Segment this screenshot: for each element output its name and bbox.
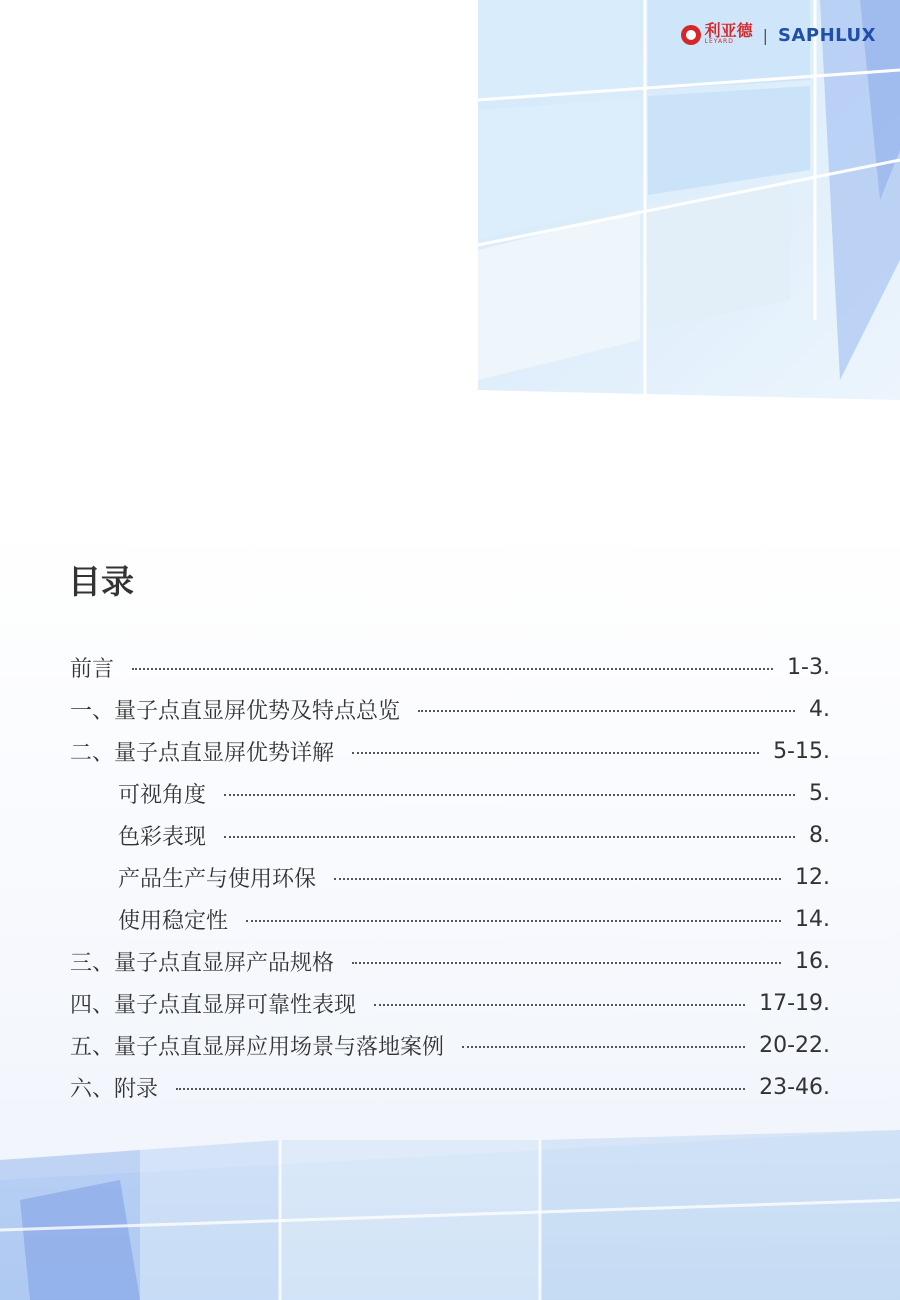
toc-entry-page: 17-19. [759, 990, 830, 1016]
toc-entry[interactable] [70, 940, 830, 982]
toc-entry-page: 23-46. [759, 1074, 830, 1100]
toc-dot-leader [352, 962, 781, 964]
toc-entry-page: 8. [809, 822, 830, 848]
logo-separator: | [762, 25, 769, 45]
toc-dot-leader [352, 752, 759, 754]
toc-entry[interactable] [70, 898, 830, 940]
leyard-logo-text: 利亚德 [704, 21, 753, 40]
toc-dot-leader [176, 1088, 745, 1090]
toc-entry-label: 前言 [70, 656, 115, 682]
toc-entry-label: 四、量子点直显屏可靠性表现 [70, 992, 357, 1018]
toc-dot-leader [374, 1004, 745, 1006]
toc-entry[interactable] [70, 688, 830, 730]
toc-dot-leader [246, 920, 781, 922]
leyard-logo-icon [681, 25, 701, 45]
toc-entry-label: 产品生产与使用环保 [118, 866, 317, 892]
toc-entry-page: 5. [809, 780, 830, 806]
toc-entry[interactable] [70, 814, 830, 856]
toc-dot-leader [462, 1046, 745, 1048]
toc-entry-page: 4. [809, 696, 830, 722]
toc-entry[interactable] [70, 772, 830, 814]
toc-entry-label: 使用稳定性 [118, 908, 229, 934]
leyard-logo [681, 21, 753, 46]
toc-entry-label: 一、量子点直显屏优势及特点总览 [70, 698, 401, 724]
toc-entry-page: 12. [795, 864, 830, 890]
toc-entry[interactable] [70, 856, 830, 898]
page-title: 目录 [68, 562, 134, 601]
toc-entry-label: 六、附录 [70, 1076, 159, 1102]
toc-dot-leader [132, 668, 773, 670]
table-of-contents [70, 646, 830, 1108]
saphlux-logo: SAPHLUX [778, 24, 876, 46]
toc-entry-page: 14. [795, 906, 830, 932]
toc-entry-label: 五、量子点直显屏应用场景与落地案例 [70, 1034, 445, 1060]
toc-dot-leader [418, 710, 795, 712]
toc-entry[interactable] [70, 730, 830, 772]
toc-dot-leader [224, 794, 795, 796]
leyard-logo-subtext: LEYARD [704, 38, 734, 45]
toc-entry[interactable] [70, 646, 830, 688]
toc-entry[interactable] [70, 1066, 830, 1108]
toc-entry-page: 1-3. [787, 654, 830, 680]
header-logos [681, 21, 876, 46]
toc-entry-page: 16. [795, 948, 830, 974]
toc-dot-leader [224, 836, 795, 838]
toc-entry-label: 二、量子点直显屏优势详解 [70, 740, 335, 766]
toc-entry-page: 5-15. [773, 738, 830, 764]
toc-entry-label: 可视角度 [118, 782, 207, 808]
toc-entry-label: 三、量子点直显屏产品规格 [70, 950, 335, 976]
toc-dot-leader [334, 878, 781, 880]
toc-entry-page: 20-22. [759, 1032, 830, 1058]
toc-entry[interactable] [70, 982, 830, 1024]
toc-entry[interactable] [70, 1024, 830, 1066]
toc-entry-label: 色彩表现 [118, 824, 207, 850]
